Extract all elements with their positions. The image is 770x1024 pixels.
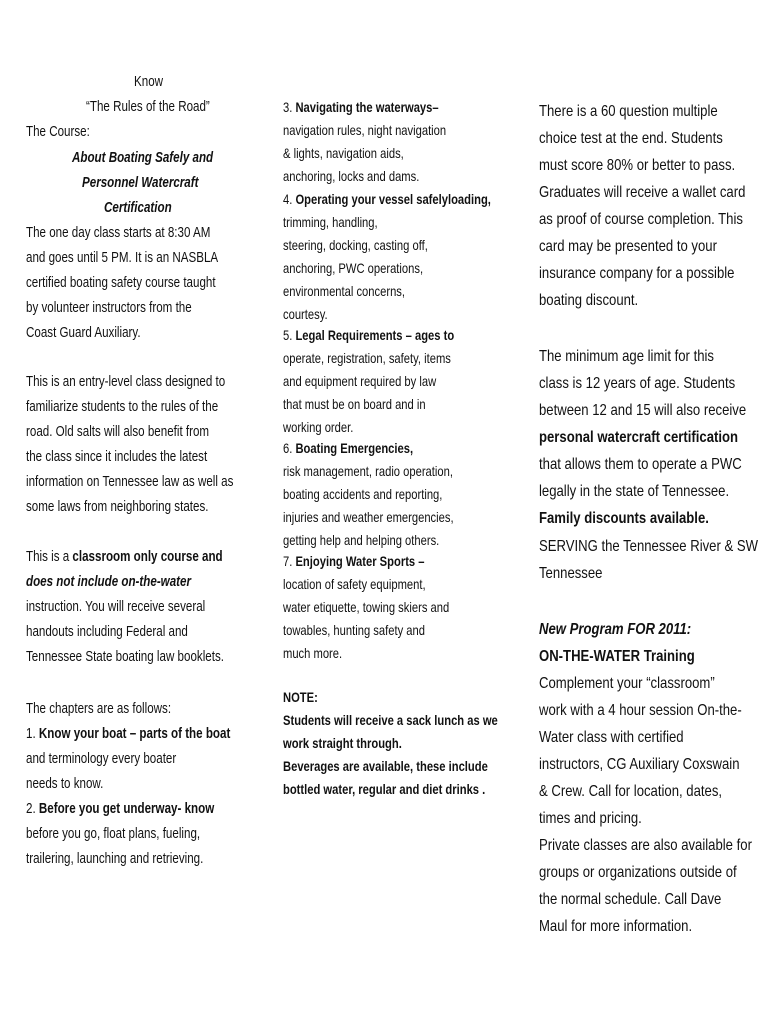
entry-level-line: road. Old salts will also benefit from bbox=[26, 424, 210, 440]
classroom-only-line: This is a classroom only course and bbox=[26, 549, 223, 565]
program-line: Maul for more information. bbox=[539, 918, 693, 935]
test-info-line: There is a 60 question multiple bbox=[539, 103, 718, 120]
chapter-1-line: and terminology every boater bbox=[26, 751, 177, 767]
program-line: Water class with certified bbox=[539, 729, 684, 746]
classroom-only-line: handouts including Federal and bbox=[26, 624, 188, 640]
chapter-7-line: location of safety equipment, bbox=[283, 576, 426, 592]
intro-line: certified boating safety course taught bbox=[26, 275, 216, 291]
test-info-line: choice test at the end. Students bbox=[539, 130, 723, 147]
chapter-7-line: towables, hunting safety and bbox=[283, 622, 425, 638]
chapter-3-line: & lights, navigation aids, bbox=[283, 145, 404, 161]
chapter-5-line: and equipment required by law bbox=[283, 373, 437, 389]
chapter-4-line: courtesy. bbox=[283, 306, 328, 322]
chapter-4-line: steering, docking, casting off, bbox=[283, 237, 428, 253]
program-line: instructors, CG Auxiliary Coxswain bbox=[539, 756, 740, 773]
test-info-line: boating discount. bbox=[539, 292, 639, 309]
entry-level-line: some laws from neighboring states. bbox=[26, 499, 209, 515]
entry-level-line: information on Tennessee law as well as bbox=[26, 474, 234, 490]
subtitle-line-2: Personnel Watercraft bbox=[82, 175, 199, 191]
heading-know: Know bbox=[134, 74, 164, 90]
age-limit-line: The minimum age limit for this bbox=[539, 348, 714, 365]
note-line: Students will receive a sack lunch as we bbox=[283, 712, 498, 728]
intro-line: Coast Guard Auxiliary. bbox=[26, 325, 141, 341]
note-line: work straight through. bbox=[283, 735, 402, 751]
note-line: bottled water, regular and diet drinks . bbox=[283, 781, 486, 797]
chapter-4-line: trimming, handling, bbox=[283, 214, 378, 230]
program-line: the normal schedule. Call Dave bbox=[539, 891, 722, 908]
chapter-4-line: environmental concerns, bbox=[283, 283, 406, 299]
chapter-3-title: 3. Navigating the waterways– bbox=[283, 99, 439, 115]
test-info-line: card may be presented to your bbox=[539, 238, 717, 255]
chapter-6-line: boating accidents and reporting, bbox=[283, 486, 443, 502]
classroom-only-line: Tennessee State boating law booklets. bbox=[26, 649, 224, 665]
chapter-2-line: trailering, launching and retrieving. bbox=[26, 851, 204, 867]
chapter-1-line: needs to know. bbox=[26, 776, 104, 792]
age-limit-line: legally in the state of Tennessee. bbox=[539, 483, 730, 500]
chapter-6-line: risk management, radio operation, bbox=[283, 463, 453, 479]
course-label: The Course: bbox=[26, 124, 90, 140]
chapter-2-title: 2. Before you get underway- know bbox=[26, 801, 215, 817]
chapter-7-line: much more. bbox=[283, 645, 343, 661]
chapter-5-title: 5. Legal Requirements – ages to bbox=[283, 327, 455, 343]
entry-level-line: the class since it includes the latest bbox=[26, 449, 208, 465]
intro-line: by volunteer instructors from the bbox=[26, 300, 192, 316]
program-line: groups or organizations outside of bbox=[539, 864, 737, 881]
chapter-5-line: working order. bbox=[283, 419, 354, 435]
heading-rules-of-the-road: “The Rules of the Road” bbox=[86, 99, 210, 115]
chapter-1-title: 1. Know your boat – parts of the boat bbox=[26, 726, 231, 742]
program-line: & Crew. Call for location, dates, bbox=[539, 783, 723, 800]
classroom-only-line: instruction. You will receive several bbox=[26, 599, 206, 615]
age-limit-line: class is 12 years of age. Students bbox=[539, 375, 736, 392]
test-info-line: Graduates will receive a wallet card bbox=[539, 184, 746, 201]
pwc-certification: personal watercraft certification bbox=[539, 429, 739, 446]
entry-level-line: familiarize students to the rules of the bbox=[26, 399, 219, 415]
test-info-line: must score 80% or better to pass. bbox=[539, 157, 736, 174]
chapter-4-title: 4. Operating your vessel safelyloading, bbox=[283, 191, 491, 207]
on-the-water-heading: ON-THE-WATER Training bbox=[539, 648, 695, 665]
entry-level-line: This is an entry-level class designed to bbox=[26, 374, 226, 390]
chapter-3-line: navigation rules, night navigation bbox=[283, 122, 447, 138]
age-limit-line: between 12 and 15 will also receive bbox=[539, 402, 747, 419]
chapter-7-title: 7. Enjoying Water Sports – bbox=[283, 553, 425, 569]
note-line: Beverages are available, these include bbox=[283, 758, 488, 774]
age-limit-line: that allows them to operate a PWC bbox=[539, 456, 742, 473]
chapter-6-line: getting help and helping others. bbox=[283, 532, 440, 548]
chapter-5-line: that must be on board and in bbox=[283, 396, 426, 412]
serving-line: Tennessee bbox=[539, 565, 603, 582]
new-program-heading: New Program FOR 2011: bbox=[539, 621, 692, 638]
program-line: work with a 4 hour session On-the- bbox=[539, 702, 742, 719]
chapter-7-line: water etiquette, towing skiers and bbox=[283, 599, 450, 615]
chapter-3-line: anchoring, locks and dams. bbox=[283, 168, 420, 184]
chapter-6-title: 6. Boating Emergencies, bbox=[283, 440, 414, 456]
family-discounts: Family discounts available. bbox=[539, 510, 709, 527]
program-line: times and pricing. bbox=[539, 810, 642, 827]
intro-line: and goes until 5 PM. It is an NASBLA bbox=[26, 250, 219, 266]
note-title: NOTE: bbox=[283, 689, 318, 705]
intro-line: The one day class starts at 8:30 AM bbox=[26, 225, 211, 241]
program-line: Complement your “classroom” bbox=[539, 675, 715, 692]
classroom-only-line: does not include on-the-water bbox=[26, 574, 191, 590]
chapter-2-line: before you go, float plans, fueling, bbox=[26, 826, 201, 842]
chapter-6-line: injuries and weather emergencies, bbox=[283, 509, 454, 525]
test-info-line: insurance company for a possible bbox=[539, 265, 735, 282]
chapters-intro: The chapters are as follows: bbox=[26, 701, 172, 717]
chapter-4-line: anchoring, PWC operations, bbox=[283, 260, 424, 276]
program-line: Private classes are also available for bbox=[539, 837, 752, 854]
chapter-5-line: operate, registration, safety, items bbox=[283, 350, 451, 366]
subtitle-line-3: Certification bbox=[104, 200, 172, 216]
test-info-line: as proof of course completion. This bbox=[539, 211, 743, 228]
subtitle-line-1: About Boating Safely and bbox=[72, 150, 214, 166]
serving-line: SERVING the Tennessee River & SW bbox=[539, 538, 759, 555]
